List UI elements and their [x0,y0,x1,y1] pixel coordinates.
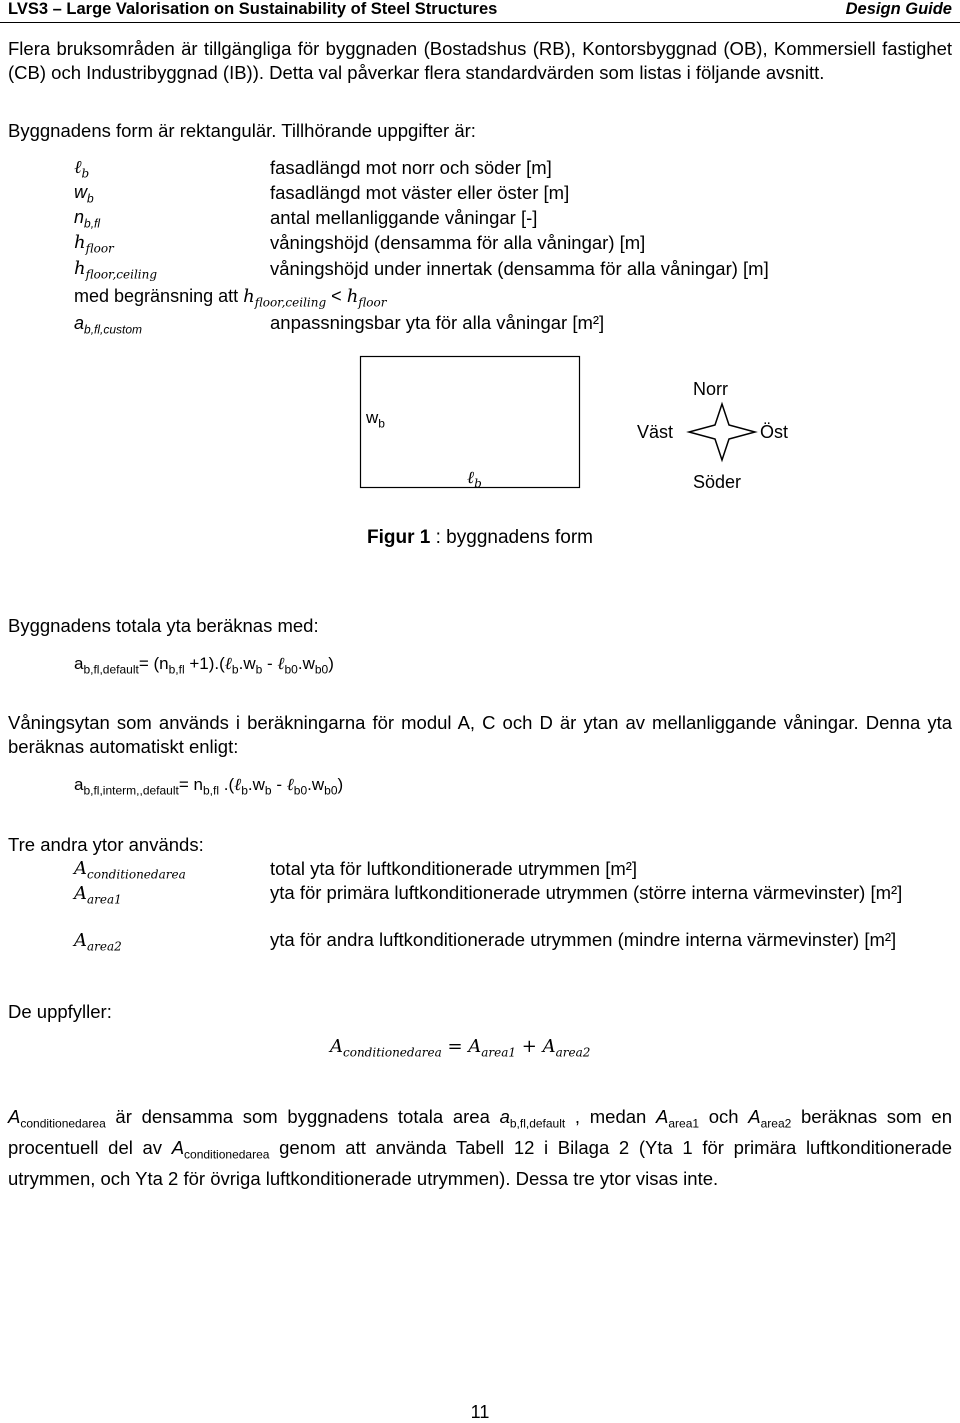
definition-lb: fasadlängd mot norr och söder [m] [270,157,552,178]
compass-west-label: Väst [637,422,674,442]
compass-south-label: Söder [693,472,742,492]
symbol-aarea2: $A_{area2}$ [74,930,122,954]
header-title: LVS3 – Large Valorisation on Sustainability of Steel Structures [8,0,498,18]
symbol-aconditionedarea: $A_{conditionedarea}$ [74,858,186,882]
symbol-hfloor: $h_{floor}$ [74,232,114,256]
formula-total-area: $a_{b,fl,default}= (n_{b,fl}$ $+1).(\ell_b.w_b$ - $\ell_{b0}.w_{b0}$) [74,654,334,677]
definition-abflcustom: anpassningsbar yta för alla våningar [m²] [270,312,605,333]
formula-area-sum: $A_{conditionedarea} = A_{area1} + A_{area2}$ [330,1036,591,1060]
definition-wb: fasadlängd mot väster eller öster [m] [270,182,570,203]
symbol-abflcustom: $a_{b,fl,custom}$ [74,313,143,337]
compass-east-label: Öst [760,422,789,442]
intro-paragraph: Flera bruksområden är tillgängliga för byggnaden (Bostadshus (RB), Kontorsbyggnad (OB), Kommersiell fastighet (CB) och Industribyggnad (IB)). Detta val påverkar flera standardvärden som listas i följande avsnitt. [8,38,952,83]
area-explanation-paragraph: $A_{conditionedarea}$ är densamma som byggnadens totala area $a_{b,fl,default}$ , medan $A_{area1}$ och $A_{area2}$ beräknas som en procentuell del av $A_{conditionedarea}$ genom att använda Tabell 12 i Bilaga 2 (Yta 1 för primära luftkonditionerade utrymmen, och Yta 2 för övriga luftkonditionerade utrymmen). Dessa tre ytor visas inte. [8,1106,952,1190]
rect-label-lb: ℓ$_b$ [467,468,482,491]
definition-aarea1: yta för primära luftkonditionerade utrymmen (större interna värmevinster) [m²] [270,882,903,903]
compass-star-icon [689,404,755,460]
building-diagram [0,0,960,520]
definition-nbfl: antal mellanliggande våningar [-] [270,207,538,228]
compass-north-label: Norr [693,379,728,399]
constraint-note: med begränsning att $h_{floor,ceiling} < h_{floor}$ [74,286,387,310]
shape-paragraph: Byggnadens form är rektangulär. Tillhörande uppgifter är: [8,120,476,141]
symbol-nbfl: $n_{b,fl}$ [74,207,101,231]
symbol-aarea1: $A_{area1}$ [74,883,122,907]
symbol-wb: $w_b$ [74,182,94,206]
page-number: 11 [470,1402,490,1422]
relation-paragraph: De uppfyller: [8,1001,112,1022]
symbol-lb: ℓ$_b$ [74,157,90,181]
header-guide-label: Design Guide [845,0,952,18]
other-areas-paragraph: Tre andra ytor används: [8,834,204,855]
definition-hfloorceiling: våningshöjd under innertak (densamma för alla våningar) [m] [270,258,769,279]
definition-hfloor: våningshöjd (densamma för alla våningar) [m] [270,232,646,253]
symbol-hfloorceiling: $h_{floor,ceiling}$ [74,258,158,282]
figure-caption: Figur 1 : byggnadens form [367,527,593,548]
formula-intermediate-area: $a_{b,fl,interm,,default}= n_{b,fl}$ $.(\ell_b.w_b$ - $\ell_{b0}.w_{b0}$) [74,775,344,798]
floor-area-paragraph: Våningsytan som används i beräkningarna för modul A, C och D är ytan av mellanliggande våningar. Denna yta beräknas automatiskt enligt: [8,712,952,757]
definition-aconditionedarea: total yta för luftkonditionerade utrymmen [m²] [270,858,638,879]
rect-label-wb: $w_b$ [366,408,385,431]
total-area-paragraph: Byggnadens totala yta beräknas med: [8,615,319,636]
definition-aarea2: yta för andra luftkonditionerade utrymmen (mindre interna värmevinster) [m²] [270,929,897,950]
